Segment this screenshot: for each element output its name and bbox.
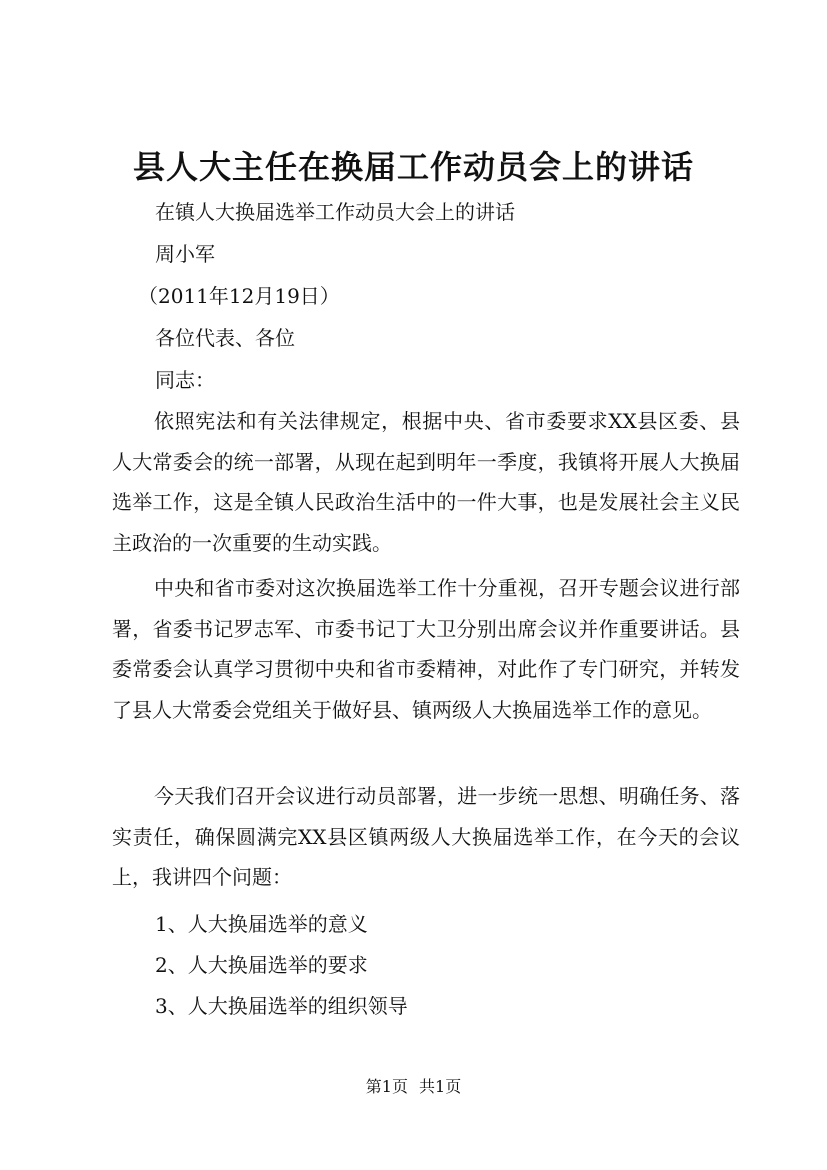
page-footer (0, 1076, 827, 1098)
author-name: 周小军 (155, 242, 215, 266)
document-subtitle: 在镇人大换届选举工作动员大会上的讲话 (155, 200, 515, 224)
document-title: 县人大主任在换届工作动员会上的讲话 (132, 148, 694, 186)
paragraph-2: 中央和省市委对这次换届选举工作十分重视，召开专题会议进行部署，省委书记罗志军、市委书记丁大卫分别出席会议并作重要讲话。县委常委会认真学习贯彻中央和省市委精神，对此作了专门研究，并转发了县人大常委会党组关于做好县、镇两级人大换届选举工作的意见。 (112, 576, 740, 722)
salutation-line-2: 同志： (155, 368, 215, 392)
salutation-line-1: 各位代表、各位 (155, 326, 295, 350)
list-item-3: 3、人大换届选举的组织领导 (155, 994, 408, 1018)
paragraph-1: 依照宪法和有关法律规定，根据中央、省市委要求XX县区委、县人大常委会的统一部署，从现在起到明年一季度，我镇将开展人大换届选举工作，这是全镇人民政治生活中的一件大事，也是发展社会主义民主政治的一次重要的生动实践。 (112, 409, 740, 555)
list-item-2: 2、人大换届选举的要求 (155, 953, 368, 977)
page-total: 共1页 (419, 1077, 462, 1096)
speech-date: （2011年12月19日） (138, 284, 340, 308)
page-number: 第1页 (365, 1077, 408, 1096)
paragraph-3: 今天我们召开会议进行动员部署，进一步统一思想、明确任务、落实责任，确保圆满完XX县区镇两级人大换届选举工作，在今天的会议上，我讲四个问题： (112, 784, 740, 889)
list-item-1: 1、人大换届选举的意义 (155, 912, 368, 936)
